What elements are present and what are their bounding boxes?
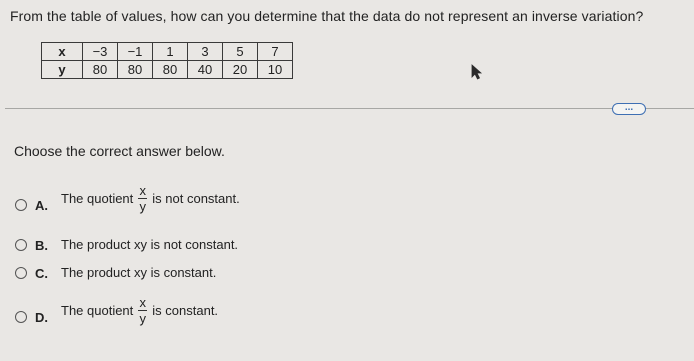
fraction-numerator: x [139, 295, 147, 310]
radio-button-d[interactable] [15, 311, 27, 323]
fraction-denominator: y [139, 311, 147, 326]
option-text-before: The quotient [61, 302, 134, 318]
values-table [41, 42, 293, 79]
fraction-numerator: x [139, 183, 147, 198]
table-cell: 5 [223, 43, 258, 61]
question-text: From the table of values, how can you determine that the data do not represent an inverse variation? [10, 8, 644, 24]
option-label [61, 185, 240, 214]
option-label: The product xy is not constant. [61, 237, 239, 252]
option-label: The product xy is constant. [61, 265, 217, 280]
table-cell: 20 [223, 61, 258, 79]
option-letter: C. [35, 266, 48, 281]
option-text-after: is not constant. [152, 190, 240, 206]
fraction-x-over-y [138, 184, 147, 213]
radio-button-c[interactable] [15, 267, 27, 279]
table-cell: 1 [153, 43, 188, 61]
table-cell: 80 [153, 61, 188, 79]
table-row-y [42, 61, 293, 79]
fraction-x-over-y [138, 296, 147, 325]
table-row-x [42, 43, 293, 61]
radio-button-a[interactable] [15, 199, 27, 211]
table-cell: 10 [258, 61, 293, 79]
section-divider [5, 108, 694, 109]
table-cell: 7 [258, 43, 293, 61]
radio-button-b[interactable] [15, 239, 27, 251]
row-header-y: y [42, 61, 83, 79]
table-cell: 40 [188, 61, 223, 79]
table-cell: 3 [188, 43, 223, 61]
option-letter: D. [35, 310, 48, 325]
table-cell: −3 [83, 43, 118, 61]
option-letter: B. [35, 238, 48, 253]
option-text-after: is constant. [152, 302, 219, 318]
table-cell: 80 [118, 61, 153, 79]
option-letter: A. [35, 198, 48, 213]
row-header-x: x [42, 43, 83, 61]
table-cell: 80 [83, 61, 118, 79]
table-cell: −1 [118, 43, 153, 61]
answer-prompt: Choose the correct answer below. [14, 143, 225, 159]
fraction-denominator: y [139, 199, 147, 214]
more-options-button[interactable]: ... [612, 103, 646, 115]
mouse-cursor-icon [471, 64, 483, 85]
option-label [61, 297, 218, 326]
option-text-before: The quotient [61, 190, 134, 206]
